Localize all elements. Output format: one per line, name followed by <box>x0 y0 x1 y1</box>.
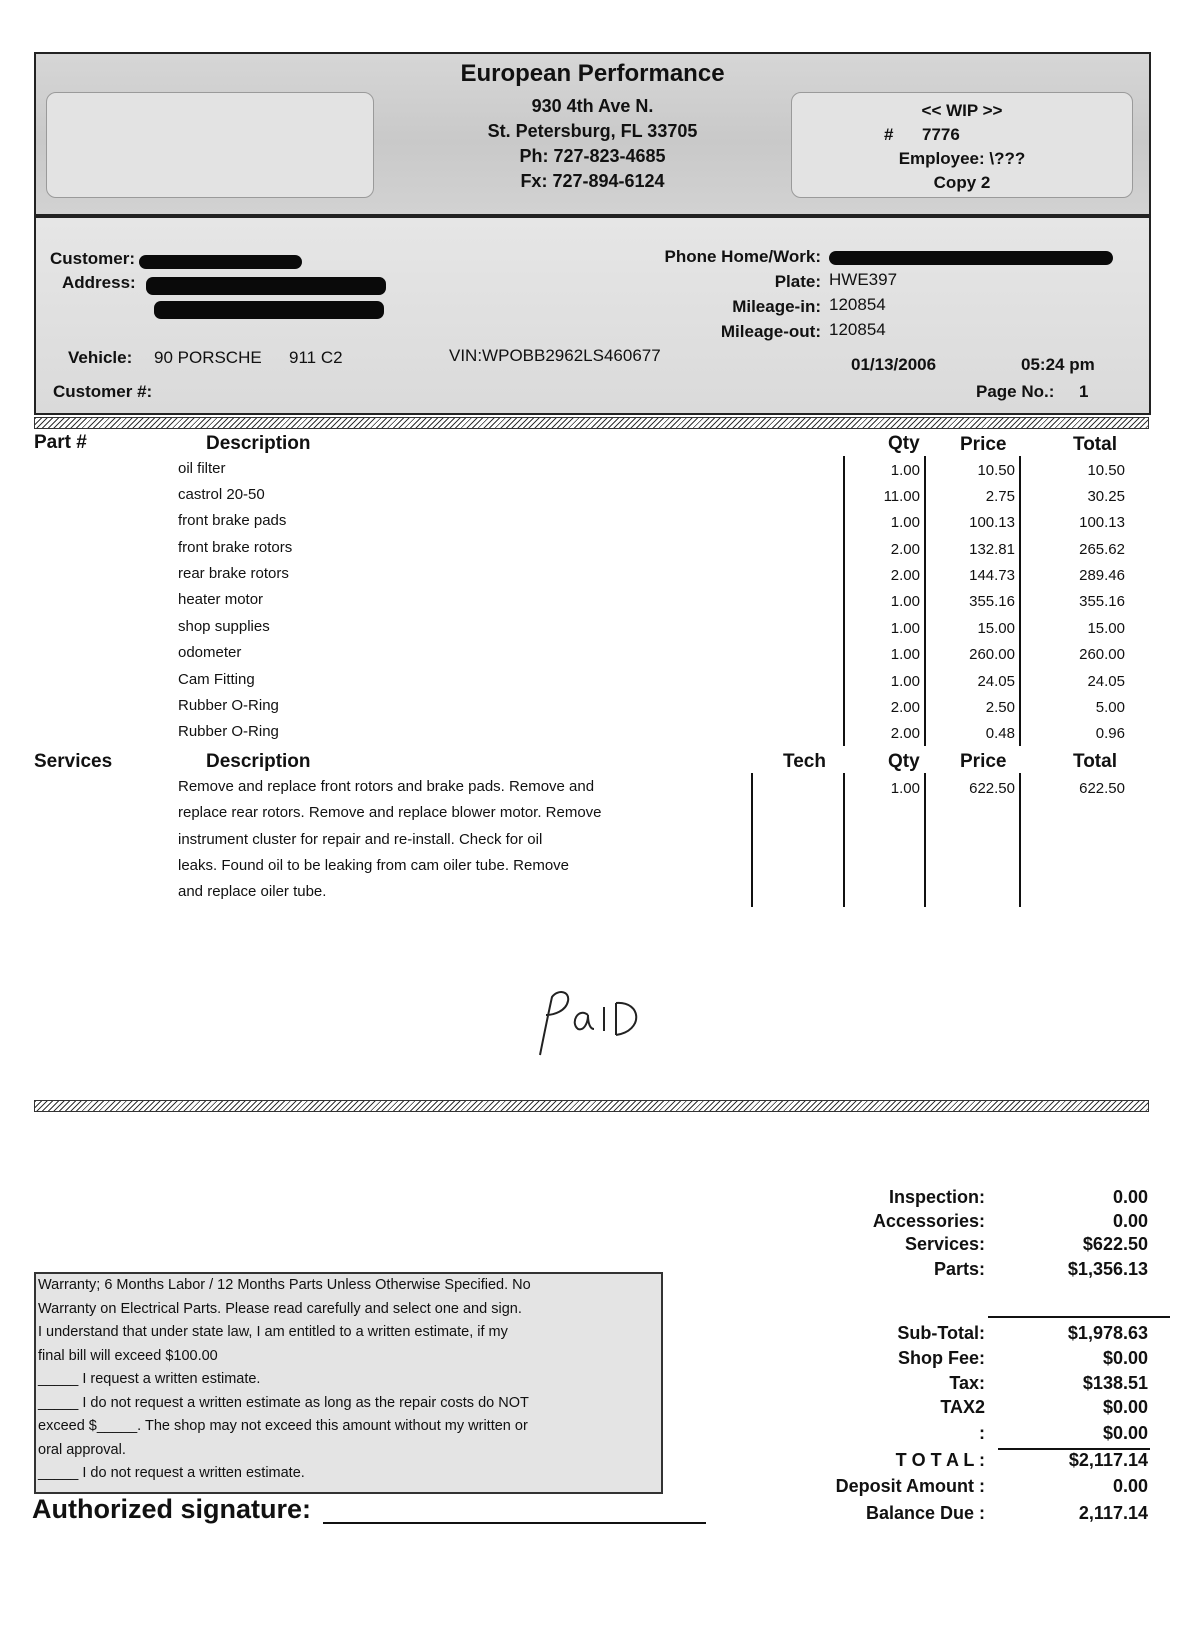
part-description: heater motor <box>178 591 264 608</box>
part-price: 260.00 <box>969 646 1015 663</box>
vehicle-model: 911 C2 <box>289 348 343 367</box>
services-col-divider-price <box>924 773 926 907</box>
shop-fee-value: $0.00 <box>1102 1348 1148 1368</box>
service-description-line: and replace oiler tube. <box>178 883 327 900</box>
page-number-label: Page No.: <box>976 382 1055 401</box>
part-description: Cam Fitting <box>178 671 255 688</box>
service-total: 622.50 <box>1079 780 1125 797</box>
service-description-line: replace rear rotors. Remove and replace blower motor. Remove <box>178 804 602 821</box>
subtotal-rule <box>988 1316 1170 1318</box>
parts-col-divider-price <box>924 456 926 746</box>
part-total: 15.00 <box>1087 620 1125 637</box>
phone-label: Phone Home/Work: <box>664 247 821 266</box>
grand-total-value: $2,117.14 <box>1068 1450 1148 1470</box>
services-col-divider-tech <box>751 773 753 907</box>
page-number: 1 <box>1079 382 1089 401</box>
part-total: 100.13 <box>1079 514 1125 531</box>
part-qty: 11.00 <box>883 488 920 505</box>
parts-header-price: Price <box>960 434 1007 455</box>
warranty-box <box>34 1272 663 1494</box>
part-qty: 2.00 <box>890 699 920 716</box>
services-header: Services <box>34 751 113 772</box>
shop-name: European Performance <box>460 60 725 87</box>
balance-due-label: Balance Due : <box>865 1503 985 1523</box>
parts-header-total: Total <box>1073 434 1117 455</box>
part-price: 100.13 <box>969 514 1015 531</box>
part-description: shop supplies <box>178 618 270 635</box>
warranty-line: exceed $_____. The shop may not exceed this amount without my written or <box>38 1418 528 1434</box>
wip-copy: Copy 2 <box>933 173 991 192</box>
parts-total-value: $1,356.13 <box>1067 1259 1148 1279</box>
wip-number-label: # <box>884 125 894 144</box>
wip-panel <box>791 92 1133 198</box>
part-description: Rubber O-Ring <box>178 723 279 740</box>
part-total: 289.46 <box>1079 567 1125 584</box>
vin: VIN:WPOBB2962LS460677 <box>449 346 661 365</box>
address-label: Address: <box>62 273 136 292</box>
services-header-total: Total <box>1073 751 1117 772</box>
part-description: front brake rotors <box>178 539 293 556</box>
tax-value: $138.51 <box>1082 1373 1148 1393</box>
services-header-qty: Qty <box>888 751 920 772</box>
warranty-line: I understand that under state law, I am entitled to a written estimate, if my <box>38 1324 508 1340</box>
section-divider-top <box>34 417 1149 429</box>
parts-header-qty: Qty <box>888 433 920 454</box>
parts-header-part: Part # <box>34 432 87 453</box>
part-total: 24.05 <box>1087 673 1125 690</box>
estimate-option-request[interactable]: _____ I request a written estimate. <box>38 1371 261 1387</box>
part-description: oil filter <box>178 460 226 477</box>
shop-city: St. Petersburg, FL 33705 <box>487 121 698 141</box>
accessories-value: 0.00 <box>1112 1211 1148 1231</box>
part-qty: 1.00 <box>890 462 920 479</box>
service-description-line: leaks. Found oil to be leaking from cam oiler tube. Remove <box>178 857 570 874</box>
service-description-line: Remove and replace front rotors and brake pads. Remove and <box>178 778 595 795</box>
services-total-value: $622.50 <box>1082 1234 1148 1254</box>
part-price: 144.73 <box>969 567 1015 584</box>
service-description-line: instrument cluster for repair and re-install. Check for oil <box>178 831 543 848</box>
deposit-value: 0.00 <box>1112 1476 1148 1496</box>
part-total: 10.50 <box>1087 462 1125 479</box>
shop-header <box>34 52 1151 216</box>
shop-address: 930 4th Ave N. <box>531 96 654 116</box>
warranty-line: final bill will exceed $100.00 <box>38 1347 218 1364</box>
part-price: 0.48 <box>985 725 1015 742</box>
blank-fee-label: : <box>979 1423 985 1443</box>
customer-number-label: Customer #: <box>53 382 153 401</box>
parts-header-description: Description <box>206 433 311 454</box>
part-qty: 2.00 <box>890 567 920 584</box>
vehicle-label: Vehicle: <box>68 348 133 367</box>
part-description: odometer <box>178 644 242 661</box>
part-price: 132.81 <box>969 541 1015 558</box>
warranty-line: oral approval. <box>38 1441 126 1458</box>
part-description: rear brake rotors <box>178 565 289 582</box>
shop-phone: Ph: 727-823-4685 <box>519 146 666 166</box>
part-qty: 1.00 <box>890 593 920 610</box>
part-qty: 1.00 <box>890 620 920 637</box>
part-price: 2.75 <box>985 488 1015 505</box>
customer-section <box>34 216 1151 415</box>
shop-fax: Fx: 727-894-6124 <box>520 171 665 191</box>
part-total: 260.00 <box>1079 646 1125 663</box>
mileage-in-value: 120854 <box>829 295 886 314</box>
part-price: 355.16 <box>969 593 1015 610</box>
part-price: 2.50 <box>985 699 1015 716</box>
plate-value: HWE397 <box>829 270 898 289</box>
warranty-line: Warranty; 6 Months Labor / 12 Months Parts Unless Otherwise Specified. No <box>38 1277 531 1293</box>
vehicle-value: 90 PORSCHE <box>154 348 262 367</box>
part-qty: 1.00 <box>890 646 920 663</box>
parts-col-divider-total <box>1019 456 1021 746</box>
part-total: 0.96 <box>1095 725 1125 742</box>
handwritten-paid-mark <box>530 985 670 1060</box>
shop-fee-label: Shop Fee: <box>897 1348 985 1368</box>
section-divider-bottom <box>34 1100 1149 1112</box>
part-total: 5.00 <box>1095 699 1125 716</box>
inspection-value: 0.00 <box>1112 1187 1148 1207</box>
mileage-out-value: 120854 <box>829 320 886 339</box>
tax-label: Tax: <box>949 1373 985 1393</box>
part-total: 265.62 <box>1079 541 1125 558</box>
part-price: 15.00 <box>977 620 1015 637</box>
services-header-price: Price <box>960 751 1007 772</box>
balance-due-value: 2,117.14 <box>1078 1503 1148 1523</box>
deposit-label: Deposit Amount : <box>835 1476 985 1496</box>
wip-employee: Employee: \??? <box>898 149 1026 168</box>
warranty-line: Warranty on Electrical Parts. Please read carefully and select one and sign. <box>38 1300 522 1317</box>
mileage-out-label: Mileage-out: <box>720 322 821 341</box>
redaction-address-line1 <box>146 277 386 295</box>
part-qty: 1.00 <box>890 673 920 690</box>
tax2-value: $0.00 <box>1102 1397 1148 1417</box>
redaction-address-line2 <box>154 301 384 319</box>
part-price: 10.50 <box>977 462 1015 479</box>
invoice-date: 01/13/2006 <box>851 355 937 374</box>
grand-total-label: T O T A L : <box>895 1450 985 1470</box>
part-description: castrol 20-50 <box>178 486 265 503</box>
part-total: 355.16 <box>1079 593 1125 610</box>
customer-label: Customer: <box>50 249 136 268</box>
estimate-option-none[interactable]: _____ I do not request a written estimate. <box>38 1465 305 1481</box>
services-col-divider-total <box>1019 773 1021 907</box>
part-total: 30.25 <box>1087 488 1125 505</box>
part-description: front brake pads <box>178 512 287 529</box>
subtotal-value: $1,978.63 <box>1067 1323 1148 1343</box>
wip-number: 7776 <box>922 125 960 144</box>
redaction-phone <box>829 251 1113 265</box>
service-qty: 1.00 <box>890 780 920 797</box>
signature-line[interactable] <box>323 1522 706 1524</box>
part-price: 24.05 <box>977 673 1015 690</box>
tax2-label: TAX2 <box>940 1397 985 1417</box>
mileage-in-label: Mileage-in: <box>732 297 821 316</box>
services-header-tech: Tech <box>783 751 826 772</box>
invoice-time: 05:24 pm <box>1021 355 1095 374</box>
services-header-description: Description <box>206 751 311 772</box>
signature-label: Authorized signature: <box>32 1494 312 1524</box>
parts-total-label: Parts: <box>933 1259 985 1279</box>
part-qty: 2.00 <box>890 541 920 558</box>
blank-fee-value: $0.00 <box>1102 1423 1148 1443</box>
plate-label: Plate: <box>774 272 821 291</box>
redaction-customer-name <box>139 255 302 269</box>
accessories-label: Accessories: <box>872 1211 985 1231</box>
wip-title: << WIP >> <box>921 101 1003 120</box>
part-qty: 1.00 <box>890 514 920 531</box>
inspection-label: Inspection: <box>888 1187 985 1207</box>
part-qty: 2.00 <box>890 725 920 742</box>
subtotal-label: Sub-Total: <box>897 1323 985 1343</box>
services-total-label: Services: <box>904 1234 985 1254</box>
service-price: 622.50 <box>969 780 1015 797</box>
estimate-option-limit[interactable]: _____ I do not request a written estimate as long as the repair costs do NOT <box>38 1394 529 1411</box>
part-description: Rubber O-Ring <box>178 697 279 714</box>
